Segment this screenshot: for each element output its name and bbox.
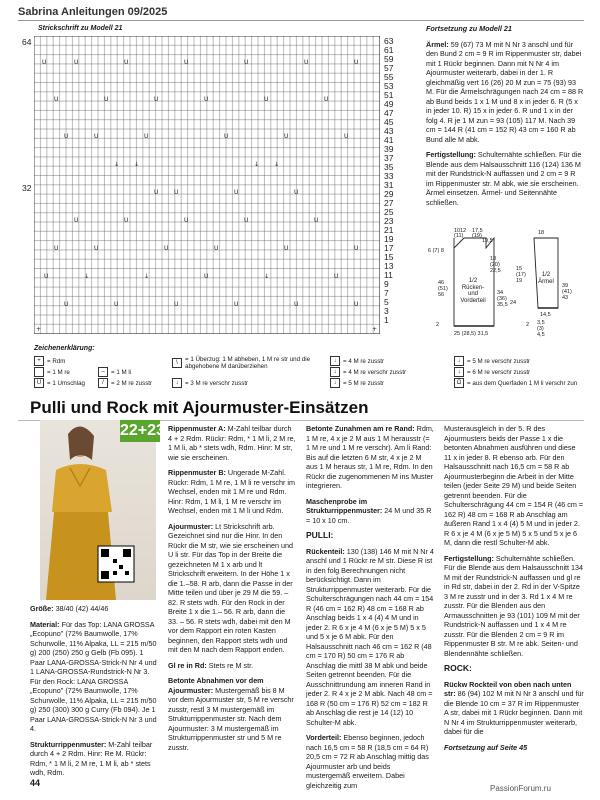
svg-text:U: U bbox=[354, 301, 359, 308]
k3tog-tbl-symbol-icon: ↓ bbox=[172, 378, 182, 388]
svg-text:U: U bbox=[304, 59, 309, 66]
svg-text:U: U bbox=[354, 245, 359, 252]
svg-text:U: U bbox=[234, 301, 239, 308]
svg-text:↓: ↓ bbox=[114, 161, 120, 168]
svg-text:U: U bbox=[154, 189, 159, 196]
svg-text:U: U bbox=[104, 96, 109, 103]
svg-text:U: U bbox=[124, 59, 129, 66]
svg-text:U: U bbox=[184, 59, 189, 66]
svg-text:U: U bbox=[94, 133, 99, 140]
aermel-text: 59 (67) 73 M mit N Nr 3 anschl und für den Bund 2 cm = 9 R im Rippenmuster str, dabei mit 1 Rückr beginnen. Dann mit N Nr 4 im Ajourmuster weiterarb, dabei in der 1. R gleichmäßig vert 16 (26) 20 M zun = 75 (93) 93 M. Für die Ärmelschrägungen nach 24 cm = 88 R ab Bund beids 1 x 1 M und 8 x in jeder 6. R (5 x in jeder 10. R) 15 x in jeder 6. R und 1 x in der folg 4. R je 1 M zun = 93 (105) 117 M. Nach 39 cm = 144 R (41 cm = 152 R) 43 cm = 160 R ab Bund alle M abk. bbox=[426, 39, 584, 144]
svg-text:U: U bbox=[174, 189, 179, 196]
knitting-chart-grid bbox=[34, 36, 380, 334]
svg-text:+: + bbox=[36, 326, 42, 333]
yarn-over-symbol-icon: U bbox=[34, 378, 44, 388]
svg-text:U: U bbox=[184, 217, 189, 224]
page-number: 44 bbox=[30, 778, 41, 788]
body-label-2: Rücken- bbox=[461, 284, 485, 291]
svg-text:U: U bbox=[264, 96, 269, 103]
svg-text:U: U bbox=[214, 245, 219, 252]
k4tog-tbl-symbol-icon: ↓ bbox=[330, 367, 340, 377]
k6tog-tbl-symbol-icon: ↓ bbox=[454, 367, 464, 377]
arm-label-1: 1/2 bbox=[541, 272, 551, 278]
svg-text:U: U bbox=[224, 133, 229, 140]
article-column-1: Größe: 38/40 (42) 44/46 Material: Für das Top: LANA GROSSA „Ecopuno" (72% Baumwolle, 17% Schurwolle, 11% Alpaka, LL = 215 m/50 g) 200 (250) 250 g Gelb (Fb 095). 1 Paar LANA-GROSSA-Strick-N Nr 4 und 1 LANA-GROSSA-Rundstrick-N Nr 3. Für den Rock: LANA GROSSA „Ecopuno" (72% Baumwolle, 17% Schurwolle, 11% Alpaka, LL = 215 m/50 g) 250 (300) 300 g Curry (Fb 094). Je 1 Paar LANA-GROSSA-Strick-N Nr 3 und 4. Strukturrippenmuster: M-Zahl teilbar durch 4 + 2 Rdm. Hinr: Re M. Rückr: Rdm, * 1 M li, 2 M re, 1 M li, ab * stets wdh, Rdm. bbox=[30, 604, 157, 777]
svg-text:U: U bbox=[54, 96, 59, 103]
svg-text:U: U bbox=[354, 59, 359, 66]
chart-row-left-top: 64 bbox=[22, 37, 32, 47]
chart-title: Strickschrift zu Modell 21 bbox=[38, 25, 123, 32]
model-figure-icon bbox=[40, 420, 156, 600]
body-label-4: Vorderteil bbox=[460, 297, 486, 304]
svg-text:U: U bbox=[74, 59, 79, 66]
svg-text:U: U bbox=[234, 189, 239, 196]
svg-text:↓: ↓ bbox=[144, 273, 150, 280]
fertigstellung-lead: Fertigstellung: bbox=[426, 150, 476, 159]
model-photo bbox=[40, 420, 156, 600]
header-rule bbox=[18, 20, 584, 21]
ssk-symbol-icon: \ bbox=[172, 358, 182, 368]
svg-text:U: U bbox=[124, 217, 129, 224]
legend-title: Zeichenerklärung: bbox=[34, 345, 95, 352]
svg-text:U: U bbox=[204, 273, 209, 280]
svg-text:U: U bbox=[74, 217, 79, 224]
article-column-2: Rippenmuster A: M-Zahl teilbar durch 4 + 2 Rdm. Rückr: Rdm, * 1 M li, 2 M re, 1 M li, ab * stets wdh, Rdm. Hinr: M str, wie sie erscheinen. Rippenmuster B: Ungerade M-Zahl. Rückr: Rdm, 1 M re, 1 M li re verschr im Wechsel, enden mit 1 M re und Rdm. Hinr: Rdm, 1 M li, 1 M re verschr im Wechsel, enden mit 1 M li und Rdm. Ajourmuster: Lt Strickschrift arb. Gezeichnet sind nur die Hinr. In den Rückr die M str, wie sie erscheinen und U li str. Für das Top in der Breite die gezeichneten M 1 x arb und lt Strickschrift erweitern. In der Höhe 1 x die 1.–58. R arb, dann die Passe in der Mitte teilen und über je 29 M die 59. – 82. R stets wdh. Für den Rock in der Breite 1 x die 1.– 56. R arb, dann die 33. – 56. R stets wdh, dabei mit den M vor dem Rapport ein roten Kasten beginnen, den Rapport stets wdh und mit den M nach dem Rapport enden. Gl re in Rd: Stets re M str. Betonte Abnahmen vor dem Ajourmuster: Mustergemäß bis 8 M vor dem Ajourmuster str, 5 M re verschr zusstr, restl 3 M mustergemäß im Strukturrippenmuster str. Nach dem Ajourmuster: 3 M mustergemäß im Strukturrippenmuster str und 5 M re zusstr. bbox=[168, 424, 296, 752]
legend: + = Rdm = 1 M re U = 1 Umschlag – = 1 M li / = 2 M re zusstr \ = 1 Überzug: 1 M abheben, 1 M re str und die abgehobene M darüberziehen ↓ = 3 M re verschr zusstr ↓ = 4 M re zusstr ↓ = 4 M re verschr zusstr ↓ = 5 M re zusstr ↓ = 5 M re verschr zusstr ↓ = 6 M re verschr zusstr Ω = aus dem Querfaden 1 M li verschr zun bbox=[34, 356, 584, 394]
article-title: Pulli und Rock mit Ajourmuster-Einsätzen bbox=[30, 398, 369, 417]
svg-text:U: U bbox=[174, 301, 179, 308]
knit-symbol-icon bbox=[34, 367, 44, 377]
svg-text:U: U bbox=[334, 273, 339, 280]
article-column-4: Musterausgleich in der 5. R des Ajourmusters beids der Passe 1 x die betonten Abnahmen ausführen und diese 11 x in jeder 8. R ebenso arb. Für den Halsausschnitt nach 16,5 cm = 58 R ab Ajourmusterbeginn die Arbeit in der Mitte teilen (jeder Seite 29 M) und beide Seiten getrennt beenden. Für die Schulterschrägung 44 cm = 154 R (46 cm = 162 R) 48 cm = 168 R ab Anschlag am äußeren Rand 1 x 4 (4) 5 M und in jeder 2. R 6 x je 4 M (6 x je 5 M) 5 x 5 und 5 x je 6 M, dann die restl Schulter-M abk. Fertigstellung: Schulternähte schließen. Für die Blende aus dem Halsausschnitt 134 M mit der Rundstrick-N auffassen und gl re in Rd str, dabei in der 2. Rd in der V-Spitze 3 M re zusstr und in der 3. Rd 1 x 4 M re zusstr. Für die Blenden aus den Armausschnitten je 93 (101) 109 M mit der Rundstrick-N auffassen und 1 x 4 M re zusstr. Für die Blenden 2 cm = 9 R im Rippenmuster B str. M re abk. Seiten- und Blendennähte schließen. ROCK: Rückw Rockteil von oben nach unten str: 86 (94) 102 M mit N Nr 3 anschl und für die Blende 10 cm = 37 R im Rippenmuster A str, dabei mit 1 Rückr beginnen. Dann mit N Nr 4 im Strukturrippenmuster weiterarb, dabei für die Fortsetzung auf Seite 45 bbox=[444, 424, 584, 752]
chart-right-row-numbers: 63 61 59 57 55 53 51 49 47 45 43 41 39 37 35 33 31 29 27 25 23 21 19 17 15 13 11 9 7 5 3 1 bbox=[384, 36, 394, 325]
continuation-note: Fortsetzung auf Seite 45 bbox=[444, 742, 528, 752]
svg-text:U: U bbox=[54, 245, 59, 252]
rdm-symbol-icon: + bbox=[34, 356, 44, 366]
svg-text:↓: ↓ bbox=[264, 273, 270, 280]
svg-text:↓: ↓ bbox=[134, 161, 140, 168]
magazine-header: Sabrina Anleitungen 09/2025 bbox=[18, 6, 168, 18]
svg-text:U: U bbox=[294, 189, 299, 196]
svg-text:U: U bbox=[324, 96, 329, 103]
k5tog-tbl-symbol-icon: ↓ bbox=[454, 356, 464, 366]
svg-text:U: U bbox=[64, 301, 69, 308]
continuation-title: Fortsetzung zu Modell 21 bbox=[426, 24, 512, 33]
svg-text:U: U bbox=[204, 96, 209, 103]
k4tog-symbol-icon: ↓ bbox=[330, 356, 340, 366]
svg-text:U: U bbox=[164, 245, 169, 252]
body-label-1: 1/2 bbox=[468, 278, 478, 284]
model-number-badge: 22+23 bbox=[120, 420, 160, 442]
right-column-text bbox=[426, 24, 584, 213]
body-label-3: und bbox=[467, 291, 478, 297]
arm-label-2: Ärmel bbox=[538, 278, 554, 285]
k2tog-symbol-icon: / bbox=[98, 378, 108, 388]
svg-text:U: U bbox=[44, 273, 49, 280]
rock-heading: ROCK: bbox=[444, 663, 472, 673]
svg-text:↓: ↓ bbox=[84, 273, 90, 280]
purl-symbol-icon: – bbox=[98, 367, 108, 377]
svg-text:U: U bbox=[244, 59, 249, 66]
svg-text:U: U bbox=[154, 96, 159, 103]
schematic-labels: 1/2 Rücken- und Vorderteil 1/2 Ärmel 10 (11) 12 17,5 (19) 19,5 6 (7) 8 18 (20) 22,5 46 (51) 56 34 (36) 35,5 24 2 25 (28,5) 31,5 15 (17) 19 14,5 18 3,5 (3) 4,5 39 (41) 43 2 bbox=[428, 228, 572, 338]
fertigstellung-text: Schulternähte schließen. Für die Blende aus dem Halsausschnitt 116 (124) 136 M mit der Rundstrick-N auffassen und 2 cm = 9 R im Rippenmuster str. M abk, wie sie erscheinen. Ärmel einsetzen. Ärmel- und Seitennähte schließen. bbox=[426, 150, 582, 207]
k5tog-symbol-icon: ↓ bbox=[330, 378, 340, 388]
svg-text:U: U bbox=[42, 59, 47, 66]
aermel-lead: Ärmel: bbox=[426, 39, 449, 49]
svg-text:U: U bbox=[114, 301, 119, 308]
svg-text:U: U bbox=[144, 133, 149, 140]
svg-text:↓: ↓ bbox=[274, 161, 280, 168]
svg-text:U: U bbox=[284, 133, 289, 140]
watermark: PassionForum.ru bbox=[490, 784, 551, 793]
svg-text:U: U bbox=[344, 133, 349, 140]
svg-text:U: U bbox=[314, 217, 319, 224]
svg-text:U: U bbox=[94, 245, 99, 252]
svg-text:U: U bbox=[64, 133, 69, 140]
article-column-3: Betonte Zunahmen am re Rand: Rdm, 1 M re, 4 x je 2 M aus 1 M herausstr (= 1 M re und 1 M re verschr). Am li Rand: Bis auf die letzten 6 M str, 4 x je 2 M aus 1 M heraus str, 1 M re, Rdm. In den Rückr die zugenommenen M ins Muster integrieren. Maschenprobe im Strukturrippenmuster: 24 M und 35 R = 10 x 10 cm. PULLI: Rückenteil: 130 (138) 146 M mit N Nr 4 anschl und 1 Rückr re M str. Diese R ist in den folg Berechnungen nicht berücksichtigt. Dann im Strukturrippenmuster weiterarb. Für die Schulterschrägungen nach 44 cm = 154 R (46 cm = 162 R) 48 cm = 168 R ab Anschlag beids 1 x 4 (4) 4 M und in jeder 2. R 6 x je 4 M (6 x je 5 M) 5 x 5 und 5 x je 6 M abk. Für den Halsausschnitt nach 46 cm = 162 R (48 cm = 170 R) 50 cm = 176 R ab Anschlag die mittl 38 M abk und beide Seiten getrennt beenden. Für die Ausschnittrundung am inneren Rand in jeder 2. R 4 x je 2 M abk. Nach 48 cm = 168 R (50 cm = 176 R) 52 cm = 182 R ab Anschlag die rest je 14 (12) 10 Schulter-M abk. Vorderteil: Ebenso beginnen, jedoch nach 16,5 cm = 58 R (18,5 cm = 64 R) 20,5 cm = 72 R ab Anschlag mittig das Ajourmuster arb und beids mustergemäß erweitern. Dabei gleichzeitig zum bbox=[306, 424, 434, 790]
chart-row-left-mid: 32 bbox=[22, 183, 32, 193]
purl-increase-symbol-icon: Ω bbox=[454, 378, 464, 388]
svg-text:U: U bbox=[244, 217, 249, 224]
svg-text:U: U bbox=[294, 301, 299, 308]
svg-text:U: U bbox=[284, 245, 289, 252]
svg-text:+: + bbox=[372, 326, 378, 333]
svg-text:↓: ↓ bbox=[254, 161, 260, 168]
pulli-heading: PULLI: bbox=[306, 530, 334, 540]
